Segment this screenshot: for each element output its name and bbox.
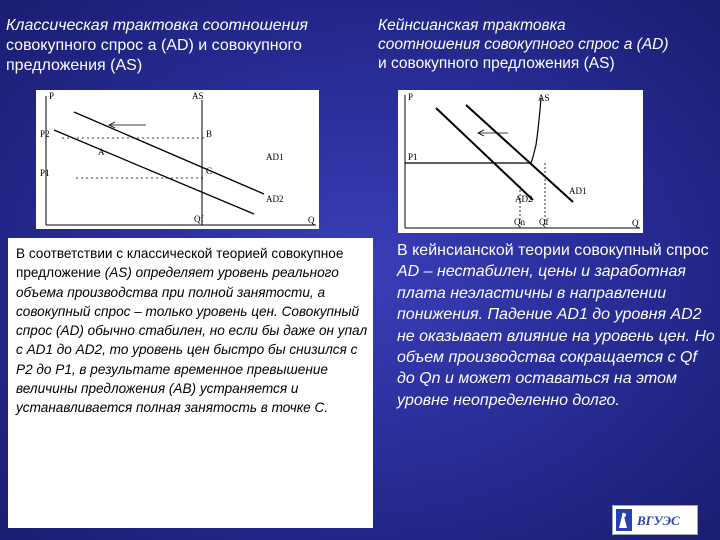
keynesian-explanation-part1: В кейнсианской теории совокупный спрос — [397, 242, 709, 259]
right-title-line3: и совокупного предложения (AS) — [378, 55, 615, 72]
classical-explanation — [8, 238, 373, 528]
classical-explanation-part2: (AS) определяет уровень реального объема производства при полной занятости, а совокупный спрос – только уровень цен. Совокупный спрос (AD) обычно стабилен, но если бы даже он упал с AD1 до AD2, то уровень цен быстро бы снизился с Р2 до Р1, в результате временное превышение величины предложения (АВ) устраняется и устанавливается полная занятость в точке С. — [16, 265, 368, 416]
axis-label-p: P — [408, 92, 414, 102]
p2-label: P2 — [40, 129, 50, 139]
keynesian-explanation-part2: AD – нестабилен, цены и заработная плата неэластичны в направлении понижения. Падение AD1 до уровня AD2 не оказывает влияние на уровень цен. Но объем производства сокращается с Qf до Qn и может оставаться на этом уровне неопределенно долго. — [397, 263, 715, 409]
ad1-label: AD1 — [569, 186, 587, 196]
right-title-line1: Кейнсианская трактовка — [378, 17, 566, 34]
ad1-label: AD1 — [266, 152, 284, 162]
axis-label-p: P — [49, 91, 55, 101]
as-label: AS — [538, 93, 550, 103]
qf-label: Qf — [539, 217, 549, 227]
left-title-line1: Классическая трактовка соотношения — [6, 17, 308, 34]
ad2-curve — [54, 130, 254, 214]
right-title — [378, 16, 718, 73]
p1-label: P1 — [408, 152, 418, 162]
university-logo — [612, 505, 698, 535]
qn-label: Qn — [514, 217, 525, 227]
point-c-label: C — [206, 166, 213, 176]
as-label: AS — [192, 91, 204, 101]
logo-text: ВГУЭС — [637, 513, 680, 528]
left-title — [6, 16, 371, 76]
ad2-label: AD2 — [266, 194, 284, 204]
left-title-line2: совокупного спрос а (AD) и совокупного — [6, 37, 302, 54]
point-b-label: B — [206, 129, 213, 139]
classical-explanation-part1: В соответствии с классической теорией совокупное предложение — [16, 246, 344, 281]
qf-label: Qf — [194, 214, 204, 224]
axis-label-q: Q — [308, 215, 315, 225]
axis-label-q: Q — [632, 218, 639, 228]
right-title-line2: соотношения совокупного спрос а (AD) — [378, 36, 669, 53]
keynesian-diagram — [398, 90, 643, 233]
keynesian-explanation — [397, 240, 717, 411]
ad2-label: AD2 — [515, 194, 533, 204]
p1-label: P1 — [40, 168, 50, 178]
logo-emblem-icon — [616, 509, 632, 531]
classical-diagram — [36, 90, 319, 229]
left-title-line3: предложения (AS) — [6, 57, 143, 74]
point-a-label: A — [98, 147, 105, 157]
